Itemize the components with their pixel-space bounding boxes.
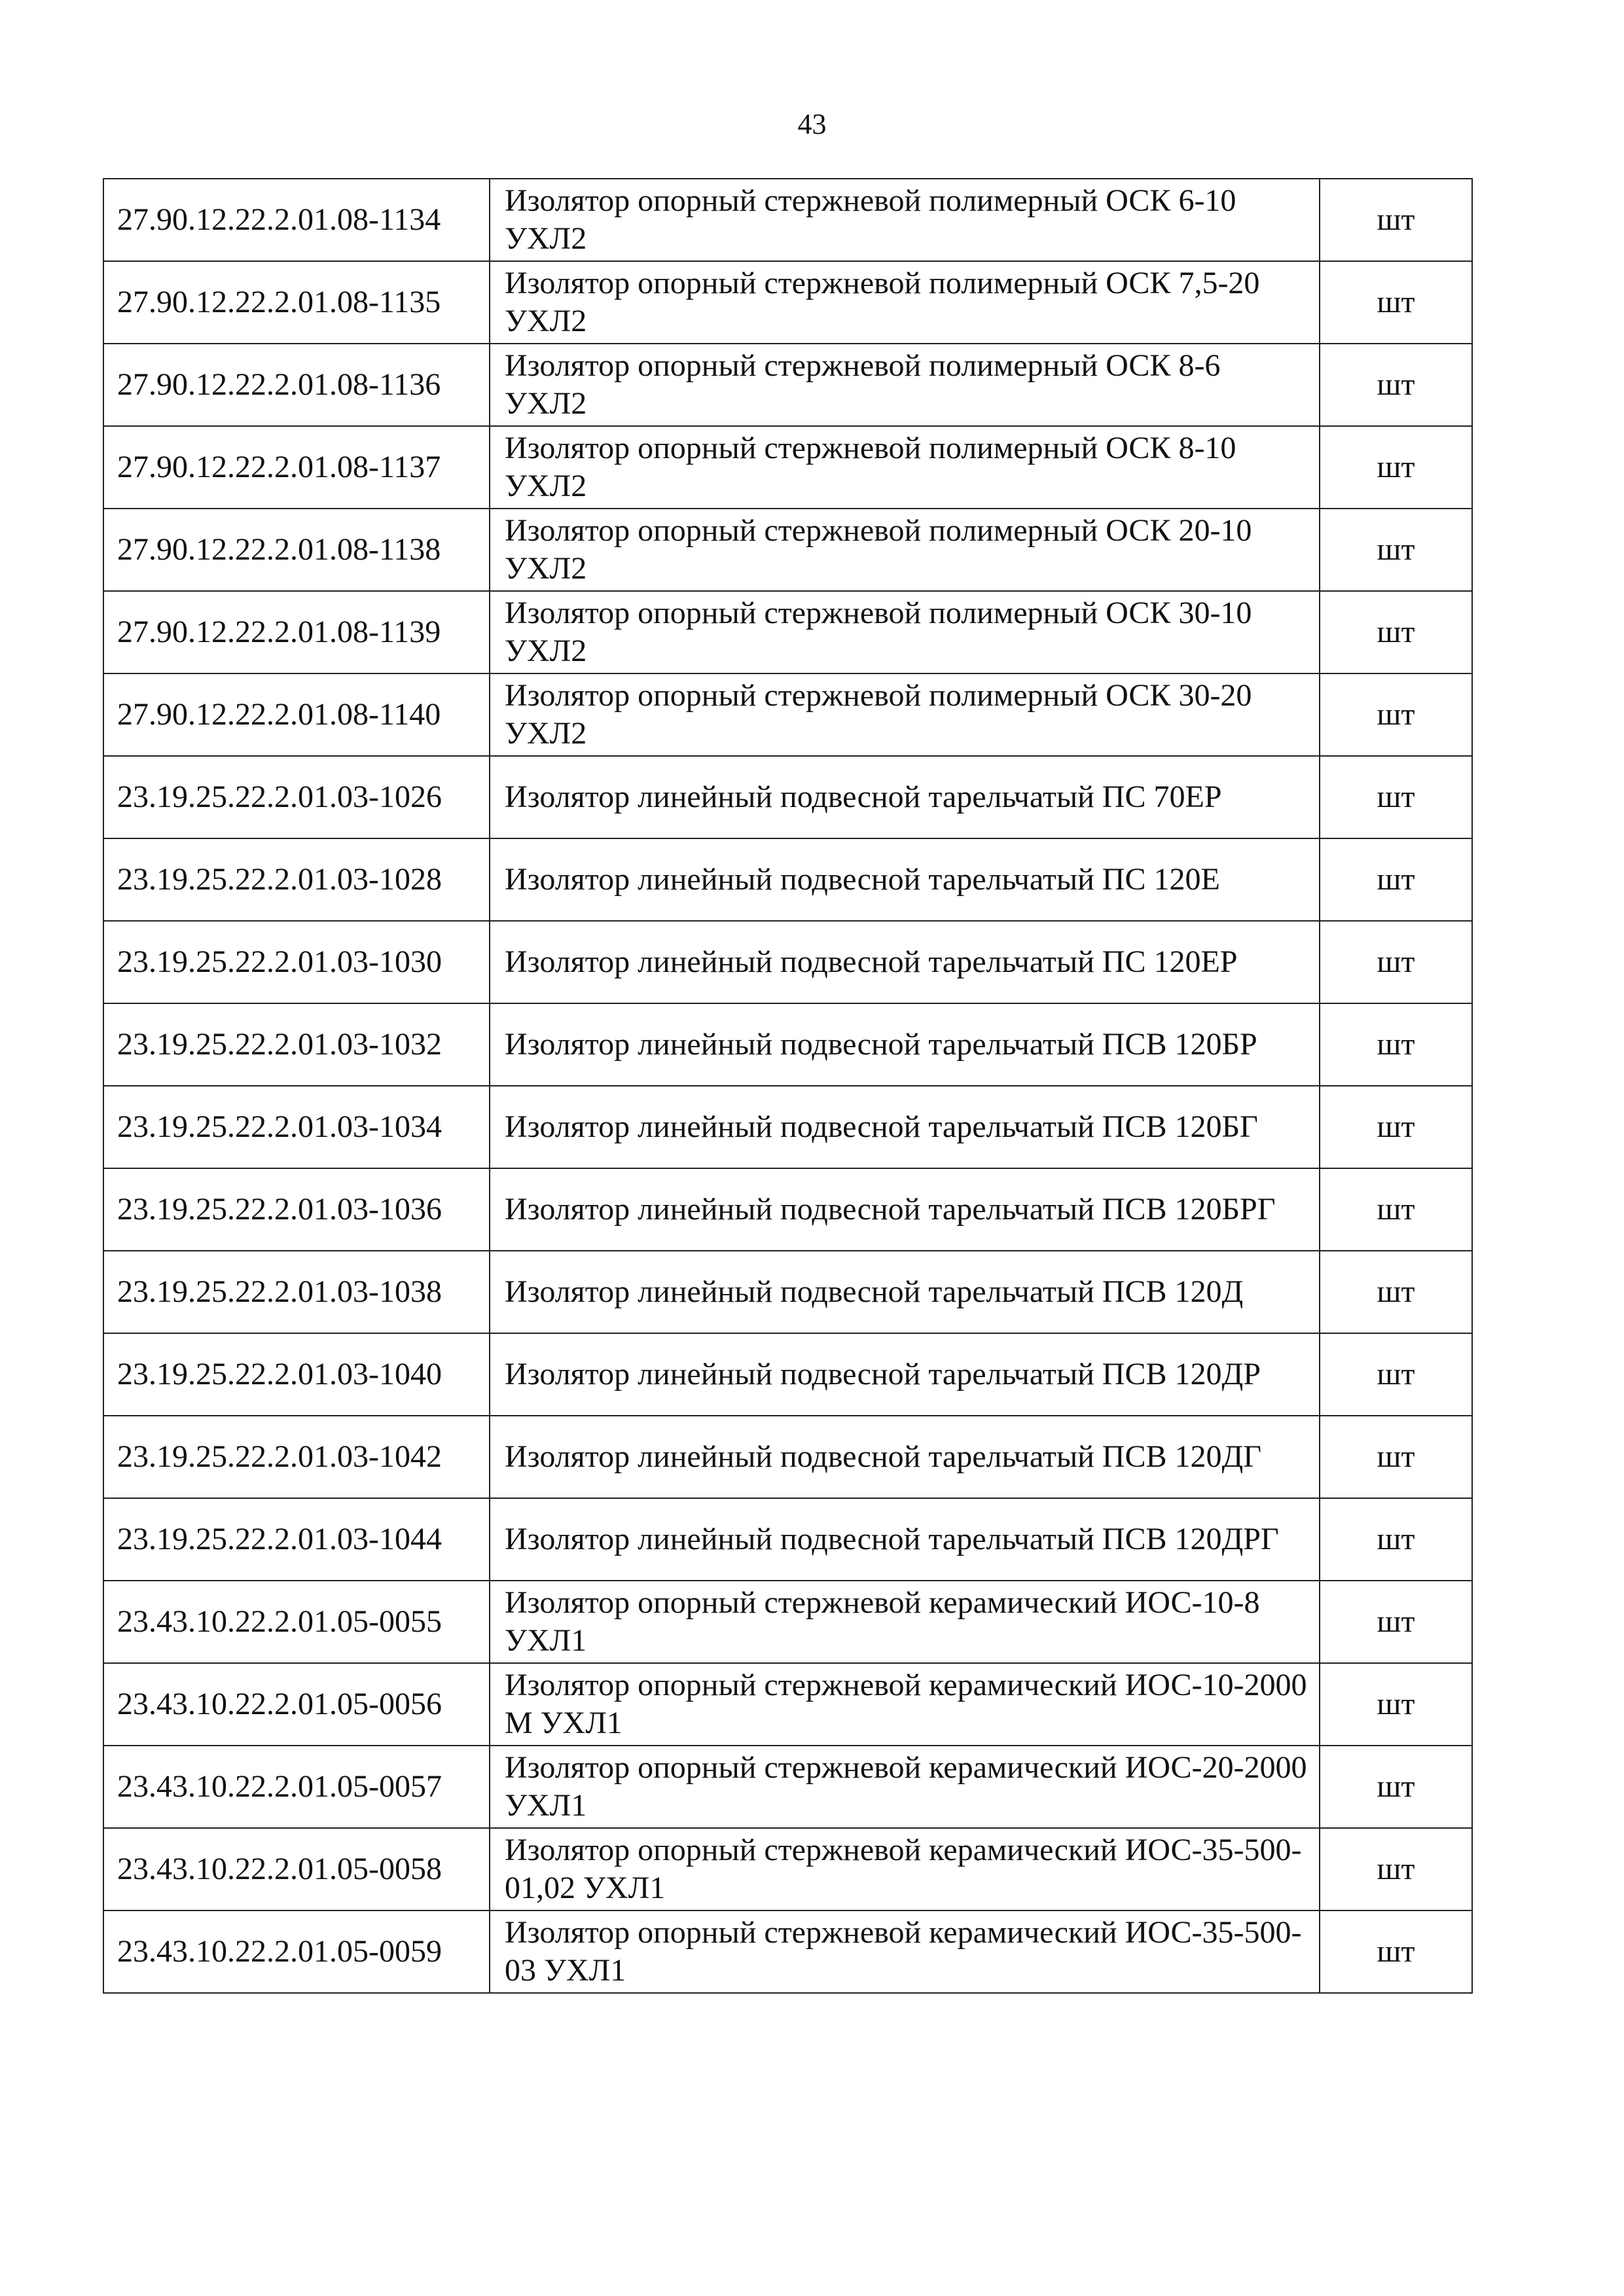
resource-code-cell: 23.43.10.22.2.01.05-0056 [103, 1663, 490, 1746]
resource-name-cell: Изолятор линейный подвесной тарельчатый ПСВ 120Д [490, 1251, 1320, 1333]
unit-cell: шт [1320, 1168, 1472, 1251]
unit-cell: шт [1320, 261, 1472, 344]
unit-cell: шт [1320, 673, 1472, 756]
resource-name-cell: Изолятор линейный подвесной тарельчатый ПС 120ЕР [490, 921, 1320, 1003]
resource-code-cell: 23.19.25.22.2.01.03-1040 [103, 1333, 490, 1416]
resource-name-cell: Изолятор опорный стержневой полимерный ОСК 6-10 УХЛ2 [490, 179, 1320, 261]
unit-cell: шт [1320, 756, 1472, 838]
resource-name-cell: Изолятор линейный подвесной тарельчатый ПСВ 120БГ [490, 1086, 1320, 1168]
unit-cell: шт [1320, 1498, 1472, 1581]
resource-name-cell: Изолятор опорный стержневой керамический ИОС-35-500-01,02 УХЛ1 [490, 1828, 1320, 1910]
table-row [103, 921, 1472, 1003]
resource-name-cell: Изолятор линейный подвесной тарельчатый ПСВ 120БР [490, 1003, 1320, 1086]
unit-cell: шт [1320, 1746, 1472, 1828]
resource-name-cell: Изолятор линейный подвесной тарельчатый ПС 70ЕР [490, 756, 1320, 838]
unit-cell: шт [1320, 838, 1472, 921]
resource-name-cell: Изолятор линейный подвесной тарельчатый ПСВ 120ДР [490, 1333, 1320, 1416]
table-row [103, 426, 1472, 509]
resource-code-cell: 27.90.12.22.2.01.08-1140 [103, 673, 490, 756]
resource-code-cell: 23.19.25.22.2.01.03-1036 [103, 1168, 490, 1251]
resource-code-cell: 23.19.25.22.2.01.03-1038 [103, 1251, 490, 1333]
resource-code-cell: 23.19.25.22.2.01.03-1026 [103, 756, 490, 838]
resource-code-cell: 23.19.25.22.2.01.03-1032 [103, 1003, 490, 1086]
resource-code-cell: 23.43.10.22.2.01.05-0055 [103, 1581, 490, 1663]
table-row [103, 838, 1472, 921]
resource-code-cell: 23.19.25.22.2.01.03-1030 [103, 921, 490, 1003]
resource-code-cell: 23.43.10.22.2.01.05-0058 [103, 1828, 490, 1910]
resource-name-cell: Изолятор опорный стержневой керамический ИОС-35-500-03 УХЛ1 [490, 1910, 1320, 1993]
table-row [103, 1663, 1472, 1746]
table-row [103, 1910, 1472, 1993]
table-row [103, 673, 1472, 756]
unit-cell: шт [1320, 179, 1472, 261]
resource-code-cell: 27.90.12.22.2.01.08-1137 [103, 426, 490, 509]
resource-code-cell: 27.90.12.22.2.01.08-1136 [103, 344, 490, 426]
resource-name-cell: Изолятор опорный стержневой полимерный ОСК 8-6 УХЛ2 [490, 344, 1320, 426]
resource-name-cell: Изолятор линейный подвесной тарельчатый ПСВ 120ДГ [490, 1416, 1320, 1498]
resource-name-cell: Изолятор опорный стержневой полимерный ОСК 30-10 УХЛ2 [490, 591, 1320, 673]
table-row [103, 1168, 1472, 1251]
table-row [103, 1086, 1472, 1168]
table-row [103, 1498, 1472, 1581]
resource-code-cell: 23.19.25.22.2.01.03-1044 [103, 1498, 490, 1581]
resource-code-cell: 23.43.10.22.2.01.05-0057 [103, 1746, 490, 1828]
table-row [103, 179, 1472, 261]
unit-cell: шт [1320, 1416, 1472, 1498]
resource-name-cell: Изолятор линейный подвесной тарельчатый ПСВ 120ДРГ [490, 1498, 1320, 1581]
unit-cell: шт [1320, 1910, 1472, 1993]
resource-name-cell: Изолятор опорный стержневой полимерный ОСК 8-10 УХЛ2 [490, 426, 1320, 509]
resource-name-cell: Изолятор линейный подвесной тарельчатый ПСВ 120БРГ [490, 1168, 1320, 1251]
table-row [103, 756, 1472, 838]
resource-name-cell: Изолятор опорный стержневой полимерный ОСК 30-20 УХЛ2 [490, 673, 1320, 756]
table-row [103, 261, 1472, 344]
unit-cell: шт [1320, 1828, 1472, 1910]
resource-code-cell: 27.90.12.22.2.01.08-1138 [103, 509, 490, 591]
table-row [103, 1416, 1472, 1498]
resource-code-cell: 23.19.25.22.2.01.03-1042 [103, 1416, 490, 1498]
resource-name-cell: Изолятор опорный стержневой полимерный ОСК 7,5-20 УХЛ2 [490, 261, 1320, 344]
unit-cell: шт [1320, 591, 1472, 673]
unit-cell: шт [1320, 344, 1472, 426]
table-row [103, 1003, 1472, 1086]
table-row [103, 1581, 1472, 1663]
resource-name-cell: Изолятор линейный подвесной тарельчатый ПС 120Е [490, 838, 1320, 921]
table-row [103, 344, 1472, 426]
resource-code-cell: 27.90.12.22.2.01.08-1135 [103, 261, 490, 344]
resource-code-cell: 23.19.25.22.2.01.03-1028 [103, 838, 490, 921]
table-row [103, 1251, 1472, 1333]
resource-code-cell: 27.90.12.22.2.01.08-1139 [103, 591, 490, 673]
table-row [103, 1828, 1472, 1910]
unit-cell: шт [1320, 1663, 1472, 1746]
unit-cell: шт [1320, 1086, 1472, 1168]
resource-code-cell: 23.19.25.22.2.01.03-1034 [103, 1086, 490, 1168]
unit-cell: шт [1320, 921, 1472, 1003]
unit-cell: шт [1320, 1003, 1472, 1086]
table-row [103, 509, 1472, 591]
resource-code-cell: 23.43.10.22.2.01.05-0059 [103, 1910, 490, 1993]
unit-cell: шт [1320, 1333, 1472, 1416]
resource-name-cell: Изолятор опорный стержневой керамический ИОС-10-2000 М УХЛ1 [490, 1663, 1320, 1746]
table-row [103, 591, 1472, 673]
resource-name-cell: Изолятор опорный стержневой керамический ИОС-10-8 УХЛ1 [490, 1581, 1320, 1663]
unit-cell: шт [1320, 1581, 1472, 1663]
unit-cell: шт [1320, 1251, 1472, 1333]
resource-code-cell: 27.90.12.22.2.01.08-1134 [103, 179, 490, 261]
resource-name-cell: Изолятор опорный стержневой полимерный ОСК 20-10 УХЛ2 [490, 509, 1320, 591]
table-row [103, 1746, 1472, 1828]
items-table-body [103, 179, 1472, 1993]
unit-cell: шт [1320, 509, 1472, 591]
resource-name-cell: Изолятор опорный стержневой керамический ИОС-20-2000 УХЛ1 [490, 1746, 1320, 1828]
page-number: 43 [797, 108, 827, 140]
unit-cell: шт [1320, 426, 1472, 509]
table-row [103, 1333, 1472, 1416]
items-table [103, 178, 1473, 1994]
